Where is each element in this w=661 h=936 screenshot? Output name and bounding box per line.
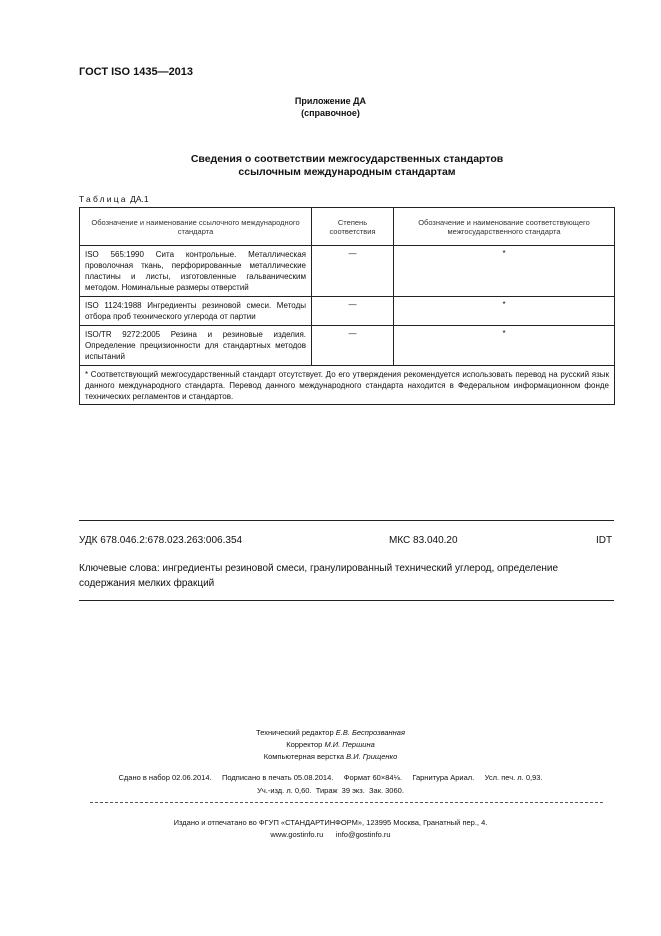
header-degree: Степень соответствия [312, 208, 394, 246]
cell-national: * [394, 326, 615, 366]
corrector-label: Корректор [286, 740, 323, 749]
print-details-line2: Уч.-изд. л. 0,60. Тираж 39 экз. Зак. 3060. [257, 786, 404, 795]
cell-degree: — [312, 326, 394, 366]
layout-label: Компьютерная верстка [263, 752, 345, 761]
document-code: ГОСТ ISO 1435—2013 [79, 66, 194, 78]
header-international-standard: Обозначение и наименование ссылочного международного стандарта [80, 208, 312, 246]
contacts-line [0, 830, 661, 839]
publisher-line: Издано и отпечатано во ФГУП «СТАНДАРТИНФОРМ», 123995 Москва, Гранатный пер., 4. [173, 818, 488, 827]
tech-editor-line [0, 728, 661, 737]
cell-standard: ISO 1124:1988 Ингредиенты резиновой смеси. Методы отбора проб технического углерода от партии [80, 297, 312, 326]
layout-line [0, 752, 661, 761]
divider-top [79, 520, 614, 521]
table-label-number: ДА.1 [130, 194, 149, 204]
section-title-line1: Сведения о соответствии межгосударственных стандартов [190, 153, 504, 165]
table-row [80, 246, 615, 297]
corrector-line [0, 740, 661, 749]
table-label [79, 194, 149, 204]
website-link[interactable]: www.gostinfo.ru [270, 830, 324, 839]
appendix-subtitle: (справочное) [301, 108, 360, 118]
section-title-line2: ссылочным международным стандартам [238, 166, 456, 178]
layout-name: В.И. Грищенко [346, 752, 398, 761]
keywords: Ключевые слова: ингредиенты резиновой смеси, гранулированный технический углерод, определение содержания мелких фракций [79, 563, 559, 589]
table-header-row [80, 208, 615, 246]
dashed-separator [90, 802, 603, 803]
table-row [80, 297, 615, 326]
cell-national: * [394, 297, 615, 326]
print-details-line1: Сдано в набор 02.06.2014. Подписано в печать 05.08.2014. Формат 60×84⅛. Гарнитура Ариал. Усл. печ. л. 0,93. [118, 773, 543, 782]
table-footnote: * Соответствующий межгосударственный стандарт отсутствует. До его утверждения рекомендуется использовать перевод на русский язык данного международного стандарта. Перевод данного международного стандарта находится в Федеральном информационном фонде технических регламентов и стандартов. [80, 366, 615, 405]
cell-degree: — [312, 246, 394, 297]
table-label-word: Таблица [79, 194, 128, 204]
udk-code: УДК 678.046.2:678.023.263:006.354 [79, 535, 243, 546]
idt-code: IDT [596, 535, 613, 546]
corrector-name: М.И. Першина [324, 740, 375, 749]
correspondence-table [79, 207, 615, 405]
cell-standard: ISO/TR 9272:2005 Резина и резиновые изделия. Определение прецизионности для стандартных методов испытаний [80, 326, 312, 366]
cell-national: * [394, 246, 615, 297]
mks-code: МКС 83.040.20 [389, 535, 458, 546]
table-footnote-row [80, 366, 615, 405]
table-row [80, 326, 615, 366]
cell-standard: ISO 565:1990 Сита контрольные. Металлическая проволочная ткань, перфорированные металлические пластины и листы, изготовленные гальваническим методом. Номинальные размеры отверстий [80, 246, 312, 297]
email-link[interactable]: info@gostinfo.ru [335, 830, 391, 839]
tech-editor-name: Е.В. Беспрозванная [335, 728, 405, 737]
tech-editor-label: Технический редактор [256, 728, 334, 737]
header-national-standard: Обозначение и наименование соответствующего межгосударственного стандарта [394, 208, 615, 246]
appendix-title: Приложение ДА [294, 96, 367, 106]
divider-bottom [79, 600, 614, 601]
cell-degree: — [312, 297, 394, 326]
